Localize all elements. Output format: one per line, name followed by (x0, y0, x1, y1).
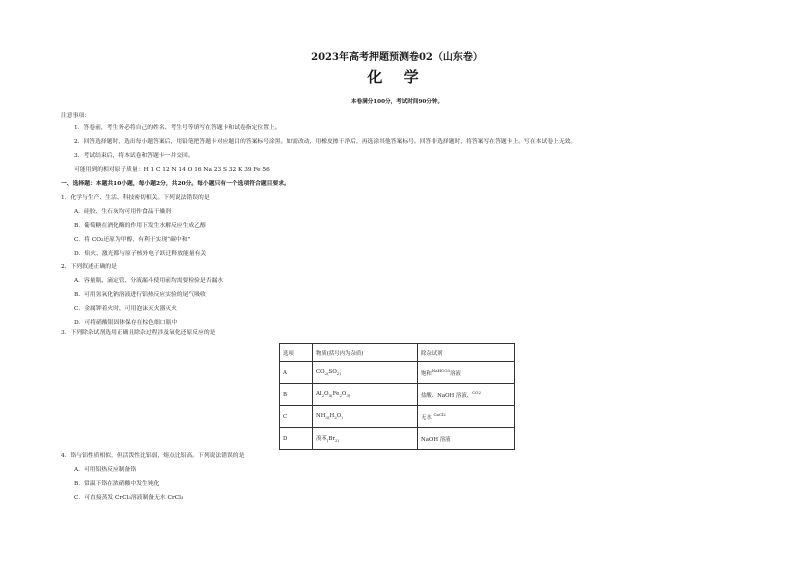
table-row (280, 362, 515, 384)
note-item-1: 1．答卷前，考生务必将自己的姓名、考生号等填写在答题卡和试卷指定位置上。 (74, 125, 281, 131)
section-heading: 一、选择题：本题共10小题，每小题2分，共20分。每小题只有一个选项符合题目要求。 (61, 181, 290, 187)
row-substance: $CO_{2(}SO_{2)}$ (313, 362, 418, 384)
question-2-option-b: B．可用氢氧化钠溶液进行铝热反应实验的尾气吸收 (74, 292, 206, 298)
subject-title: 化 学 (367, 68, 427, 86)
row-option: C (280, 406, 313, 428)
row-option: D (280, 428, 313, 450)
score-note: 本卷满分100分，考试时间90分钟。 (350, 99, 444, 105)
row-reagent: 饱和$^{NaHCO3}$溶液 (418, 362, 515, 384)
question-3-stem: 3．下列除杂试剂选用正确且除杂过程涉及氧化还原反应的是 (61, 330, 216, 336)
table-row (280, 384, 515, 406)
atomic-mass-line: 可能用到的相对原子质量：H 1 C 12 N 14 O 16 Na 23 S 32 K 39 Fe 56 (74, 167, 270, 173)
note-item-3: 3．考试结束后，将本试卷和答题卡一并交回。 (74, 153, 194, 159)
question-1-option-c: C．将 CO₂还原为甲醇，有利于实现“碳中和” (74, 237, 191, 243)
row-option: B (280, 384, 313, 406)
row-reagent: NaOH 溶液 (418, 428, 515, 450)
row-substance: $Al_2O_{3(}Fe_2O_{3)}$ (313, 384, 418, 406)
question-2-stem: 2．下列叙述正确的是 (61, 264, 117, 270)
question-2-option-c: C．金属钾着火时，可用泡沫灭火器灭火 (74, 306, 177, 312)
table-row (280, 428, 515, 450)
table-header-row (280, 344, 515, 362)
question-3-table (279, 343, 515, 450)
question-2-option-a: A．容量瓶、滴定管、分液漏斗使用前均需要检验是否漏水 (74, 278, 224, 284)
paper-title: 2023年高考押题预测卷02（山东卷） (311, 52, 483, 63)
question-2-option-d: D．可将硝酸银固体保存在棕色细口瓶中 (74, 320, 178, 326)
row-substance: $NH_{3(}H_2O_)$ (313, 406, 418, 428)
question-4-stem: 4．铬与铝性质相似，但活泼性比铝弱，熔点比铝高。下列说法错误的是 (61, 453, 245, 459)
row-reagent: 无水 $^{CaCl2}$ (418, 406, 515, 428)
row-reagent: 盐酸、NaOH 溶液、$^{CO2}$ (418, 384, 515, 406)
notes-heading: 注意事项： (61, 113, 90, 119)
table-row (280, 406, 515, 428)
table-header-reagent: 除杂试剂 (418, 344, 515, 362)
question-1-stem: 1．化学与生产、生活、科技密切相关。下列说法错误的是 (61, 195, 210, 201)
question-1-option-d: D．焰火、激光都与原子核外电子跃迁释放能量有关 (74, 251, 207, 257)
question-4-option-b: B．常温下铬在浓硝酸中发生钝化 (74, 481, 160, 487)
table-header-substance: 物质(括号内为杂质) (313, 344, 418, 362)
question-4-option-c: C．可直接蒸发 CrCl₃溶液制备无水 CrCl₃ (74, 495, 184, 501)
table-header-option: 选项 (280, 344, 313, 362)
row-substance: 溴苯$_(Br_{2)}$ (313, 428, 418, 450)
note-item-2: 2．回答选择题时，选出每小题答案后，用铅笔把答题卡对应题目的答案标号涂黑。如需改动，用橡皮擦干净后，再选涂其他答案标号。回答非选择题时，将答案写在答题卡上。写在本试卷上无效。 (74, 139, 577, 145)
question-1-option-b: B．葡萄糖在酒化酶的作用下发生水解反应生成乙醇 (74, 223, 206, 229)
row-option: A (280, 362, 313, 384)
question-4-option-a: A．可用铝热反应制备铬 (74, 467, 137, 473)
question-1-option-a: A．硅胶、生石灰均可用作食品干燥剂 (74, 209, 171, 215)
